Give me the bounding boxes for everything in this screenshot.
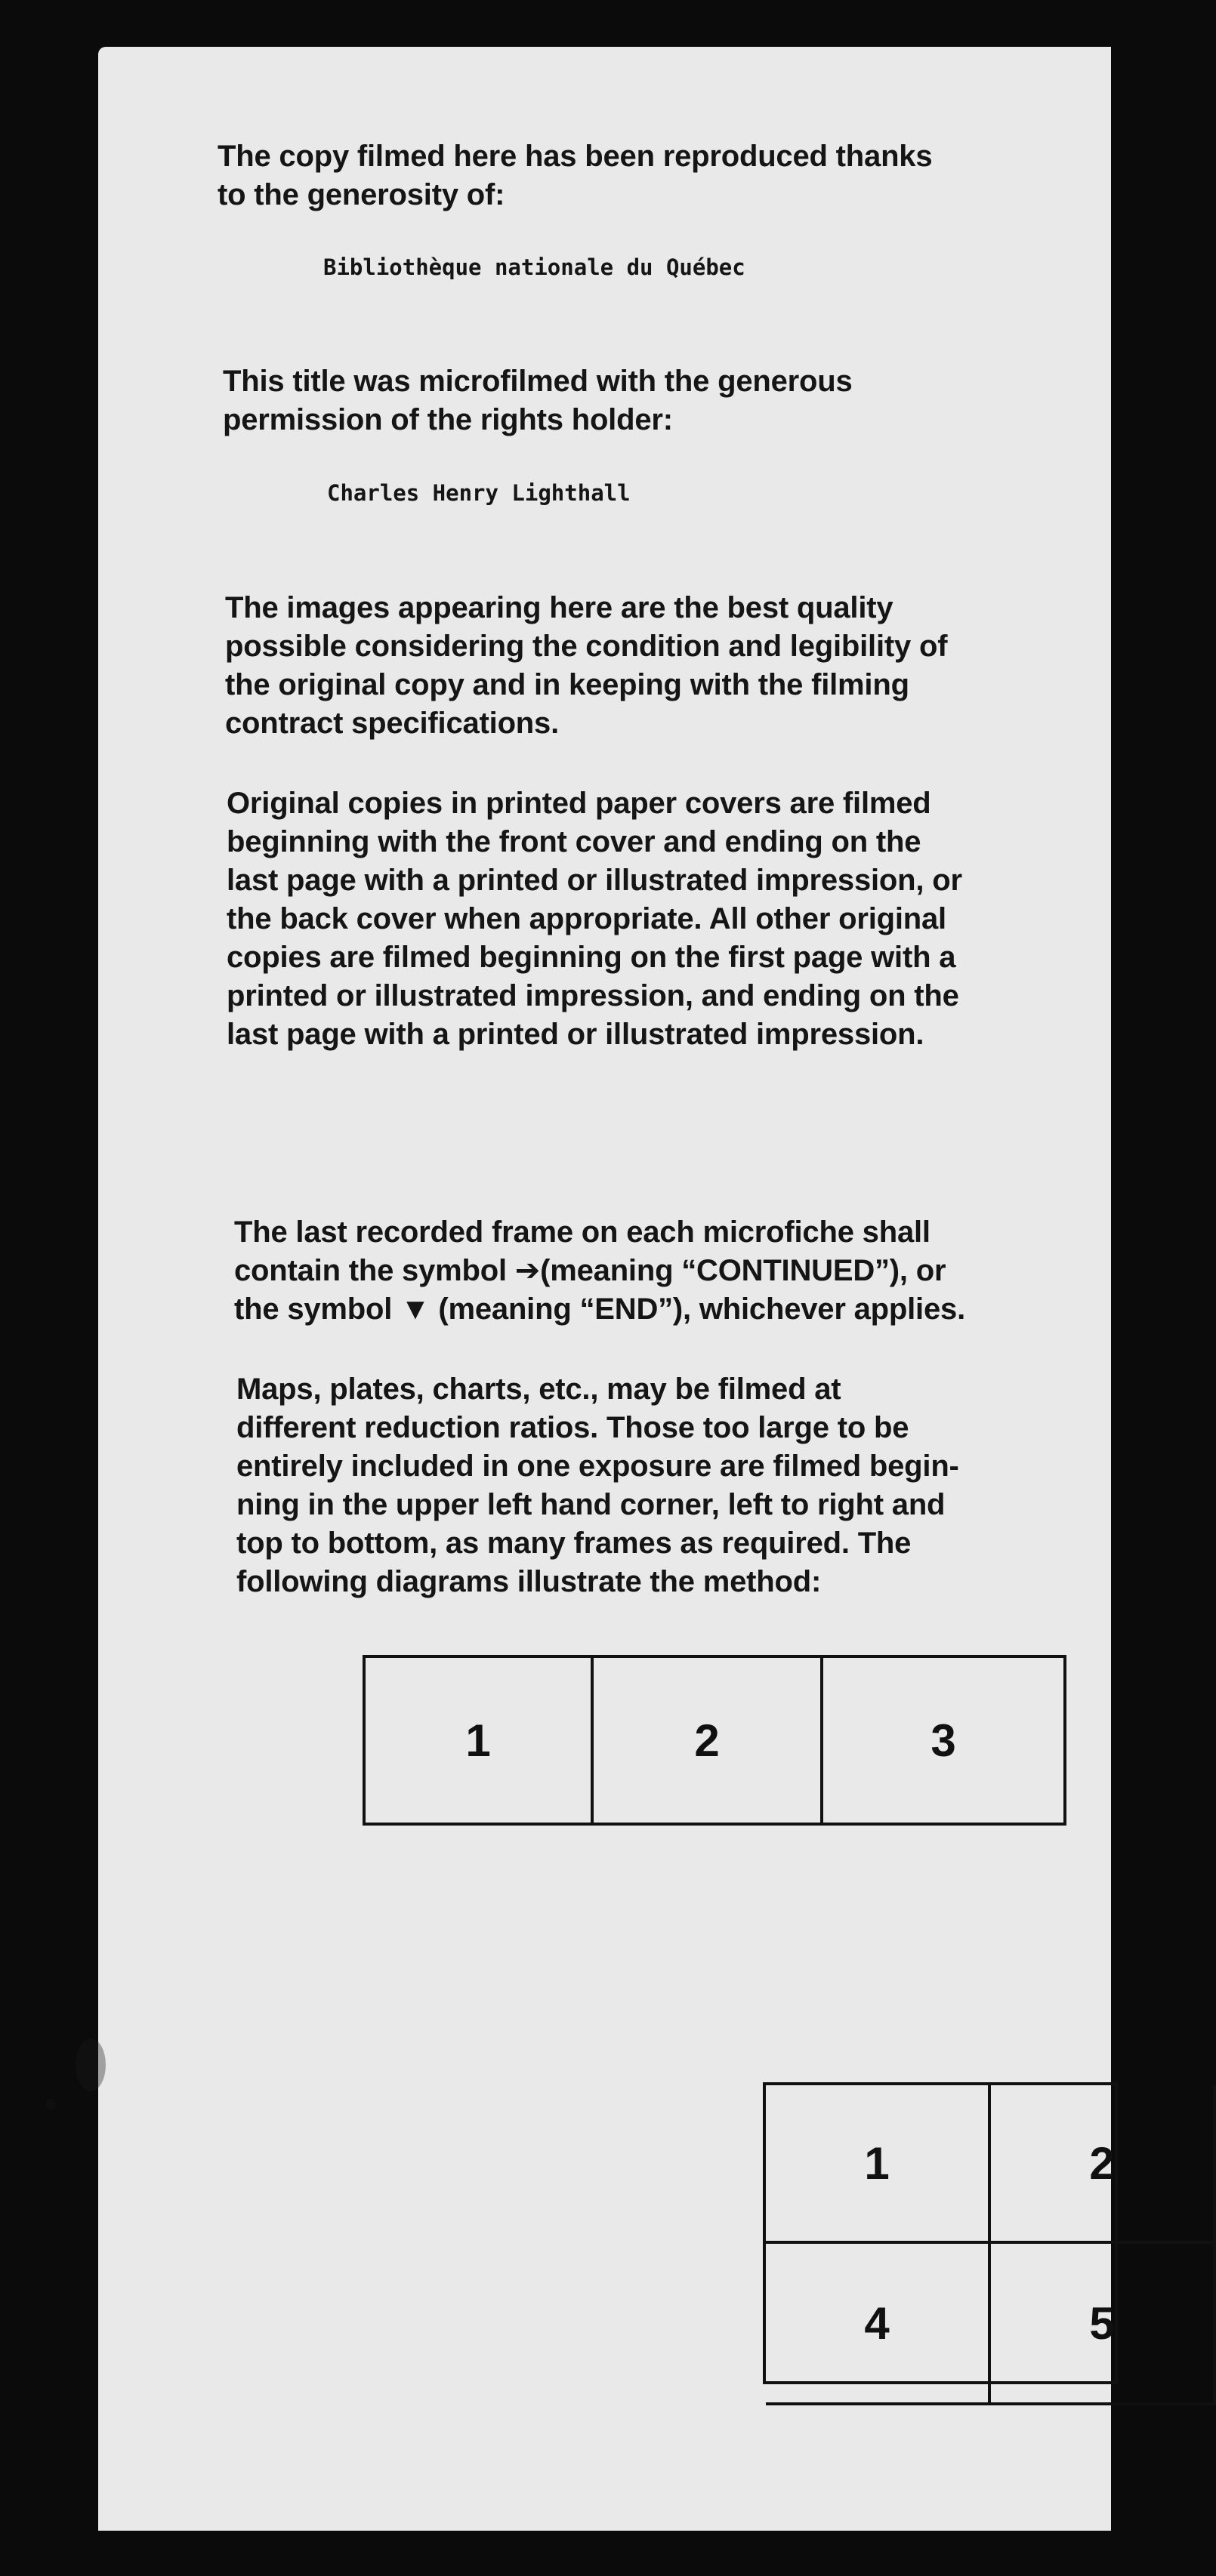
diagram-grid [763,2082,1118,2384]
originals-line-3: last page with a printed or illustrated impression, or [227,864,962,897]
maps-line-3: entirely included in one exposure are filmed begin- [236,1450,959,1483]
symbols-line-3: the symbol ▼ (meaning “END”), whichever applies. [234,1293,965,1326]
frame-cell: 2 [594,1658,823,1823]
film-smudge [45,2099,56,2109]
quality-line-2: possible considering the condition and legibility of [225,630,948,663]
originals-line-6: printed or illustrated impression, and ending on the [227,979,959,1012]
originals-line-7: last page with a printed or illustrated impression. [227,1018,924,1051]
maps-line-4: ning in the upper left hand corner, left to right and [236,1488,946,1521]
frame-cell: 2 [991,2085,1216,2244]
originals-line-1: Original copies in printed paper covers are filmed [227,787,931,820]
maps-line-5: top to bottom, as many frames as required. The [236,1527,912,1560]
maps-line-2: different reduction ratios. Those too large to be [236,1411,909,1444]
maps-line-6: following diagrams illustrate the method: [236,1565,822,1598]
originals-line-5: copies are filmed beginning on the first page with a [227,941,956,974]
film-smudge [76,2038,106,2091]
frame-cell: 5 [991,2244,1216,2405]
rights-line-2: permission of the rights holder: [223,403,673,436]
symbols-line-1: The last recorded frame on each microfiche shall [234,1216,931,1249]
institution-name: Bibliothèque nationale du Québec [323,254,745,280]
rights-holder: Charles Henry Lighthall [327,480,631,506]
originals-line-4: the back cover when appropriate. All other original [227,902,946,935]
maps-line-1: Maps, plates, charts, etc., may be filmed at [236,1373,841,1406]
frame-cell: 4 [766,2244,991,2405]
originals-line-2: beginning with the front cover and ending on the [227,825,921,858]
frame-cell: 1 [766,2085,991,2244]
microfilm-page [98,47,1115,2531]
diagram-one-row [363,1655,1066,1826]
intro-line-2: to the generosity of: [218,178,505,211]
symbols-line-2: contain the symbol ➔(meaning “CONTINUED”), or [234,1254,946,1287]
quality-line-3: the original copy and in keeping with the filming [225,668,909,701]
intro-line-1: The copy filmed here has been reproduced thanks [218,140,933,173]
quality-line-4: contract specifications. [225,707,559,740]
quality-line-1: The images appearing here are the best quality [225,591,893,624]
frame-cell: 3 [931,1715,956,1766]
frame-cell: 1 [366,1658,594,1823]
rights-line-1: This title was microfilmed with the generous [223,365,853,398]
